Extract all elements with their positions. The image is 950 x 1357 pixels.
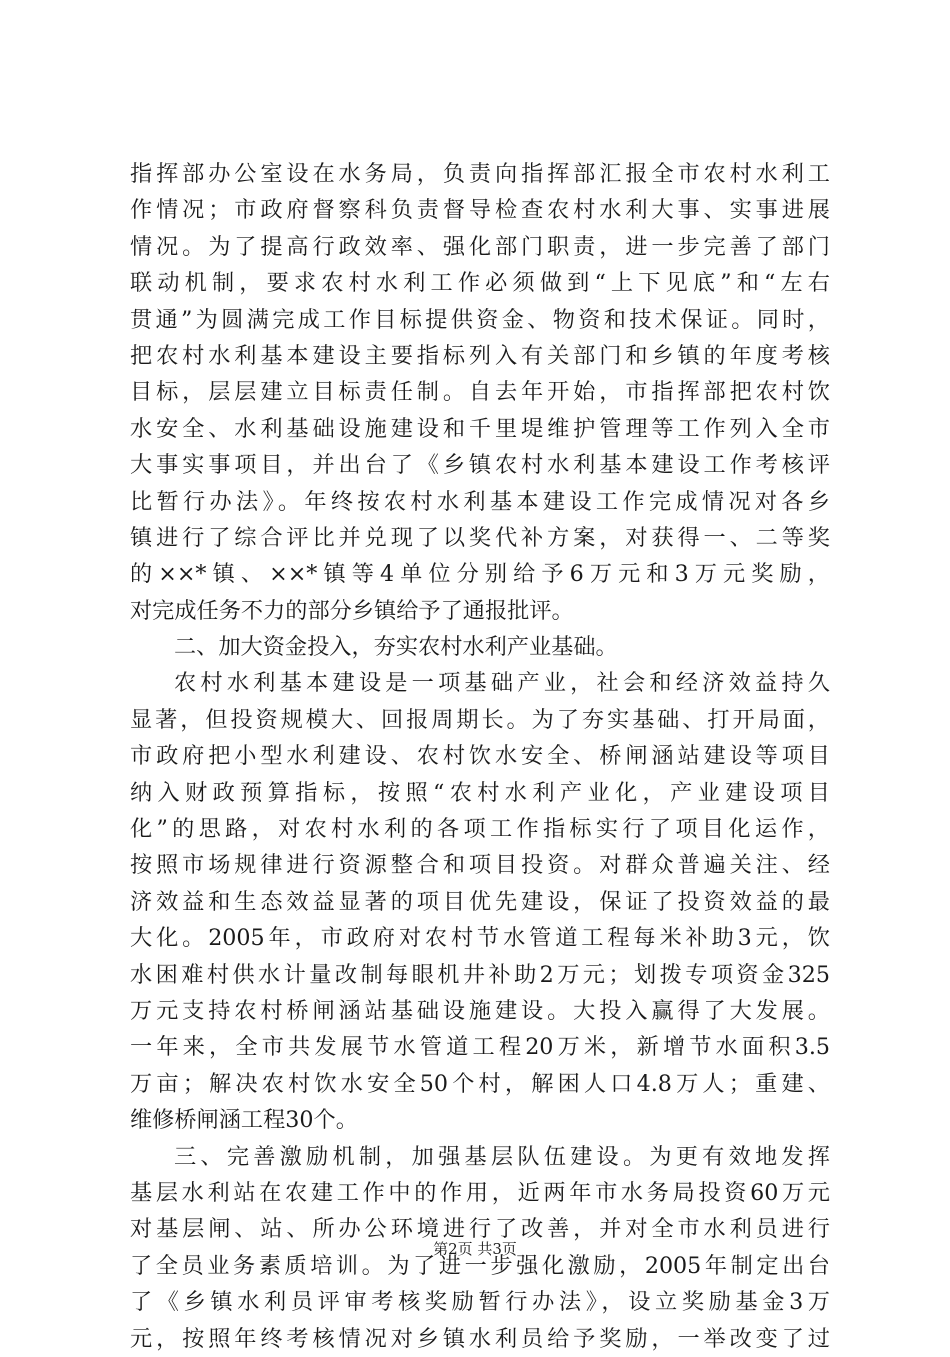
text-line: 显著，但投资规模大、回报周期长。为了夯实基础、打开局面，: [130, 706, 830, 733]
text-line: 一年来，全市共发展节水管道工程20万米，新增节水面积3.5: [130, 1034, 830, 1061]
text-line: 联动机制，要求农村水利工作必须做到“上下见底”和“左右: [130, 270, 830, 297]
text-line: 情况。为了提高行政效率、强化部门职责，进一步完善了部门: [130, 233, 830, 260]
text-line: 了《乡镇水利员评审考核奖励暂行办法》，设立奖励基金3万: [130, 1289, 830, 1316]
text-line: 万亩；解决农村饮水安全50个村，解困人口4.8万人；重建、: [130, 1070, 830, 1097]
document-body: [130, 156, 830, 1357]
text-line: 济效益和生态效益显著的项目优先建设，保证了投资效益的最: [130, 888, 830, 915]
text-line: 纳入财政预算指标，按照“农村水利产业化，产业建设项目: [130, 779, 830, 806]
text-line: 对基层闸、站、所办公环境进行了改善，并对全市水利员进行: [130, 1216, 830, 1243]
text-line: 指挥部办公室设在水务局，负责向指挥部汇报全市农村水利工: [130, 161, 830, 187]
text-line: 化”的思路，对农村水利的各项工作指标实行了项目化运作，: [130, 816, 830, 843]
text-line: 比暂行办法》。年终按农村水利基本建设工作完成情况对各乡: [130, 488, 830, 515]
text-line: 镇进行了综合评比并兑现了以奖代补方案，对获得一、二等奖: [130, 524, 830, 551]
page-number: 第2页 共3页: [433, 1240, 517, 1258]
section-heading: 二、加大资金投入，夯实农村水利产业基础。: [174, 634, 618, 661]
text-line: 市政府把小型水利建设、农村饮水安全、桥闸涵站建设等项目: [130, 743, 830, 770]
text-line: 大化。2005年，市政府对农村节水管道工程每米补助3元，饮: [130, 925, 830, 952]
text-line: 把农村水利基本建设主要指标列入有关部门和乡镇的年度考核: [130, 342, 830, 369]
text-line: 水困难村供水计量改制每眼机井补助2万元；划拨专项资金325: [130, 961, 830, 988]
text-line: 作情况；市政府督察科负责督导检查农村水利大事、实事进展: [130, 197, 830, 224]
text-line: 水安全、水利基础设施建设和千里堤维护管理等工作列入全市: [130, 415, 830, 442]
section-heading: 三、完善激励机制，加强基层队伍建设。为更有效地发挥: [174, 1143, 830, 1170]
page-footer: [0, 1238, 950, 1259]
text-line: 大事实事项目，并出台了《乡镇农村水利基本建设工作考核评: [130, 452, 830, 479]
text-line: 目标，层层建立目标责任制。自去年开始，市指挥部把农村饮: [130, 379, 830, 406]
text-line: 维修桥闸涵工程30个。: [130, 1107, 358, 1134]
text-line: 了全员业务素质培训。为了进一步强化激励，2005年制定出台: [130, 1252, 830, 1279]
text-line: 万元支持农村桥闸涵站基础设施建设。大投入赢得了大发展。: [130, 997, 830, 1024]
text-line: 按照市场规律进行资源整合和项目投资。对群众普遍关注、经: [130, 852, 830, 879]
text-line: 农村水利基本建设是一项基础产业，社会和经济效益持久: [174, 670, 830, 697]
text-line: 的××*镇、××*镇等4单位分别给予6万元和3万元奖励，: [130, 561, 830, 588]
text-line: 元，按照年终考核情况对乡镇水利员给予奖励，一举改变了过: [130, 1325, 830, 1352]
text-line: 基层水利站在农建工作中的作用，近两年市水务局投资60万元: [130, 1179, 830, 1206]
text-line: 对完成任务不力的部分乡镇给予了通报批评。: [130, 597, 574, 624]
text-line: 贯通”为圆满完成工作目标提供资金、物资和技术保证。同时，: [130, 306, 830, 333]
